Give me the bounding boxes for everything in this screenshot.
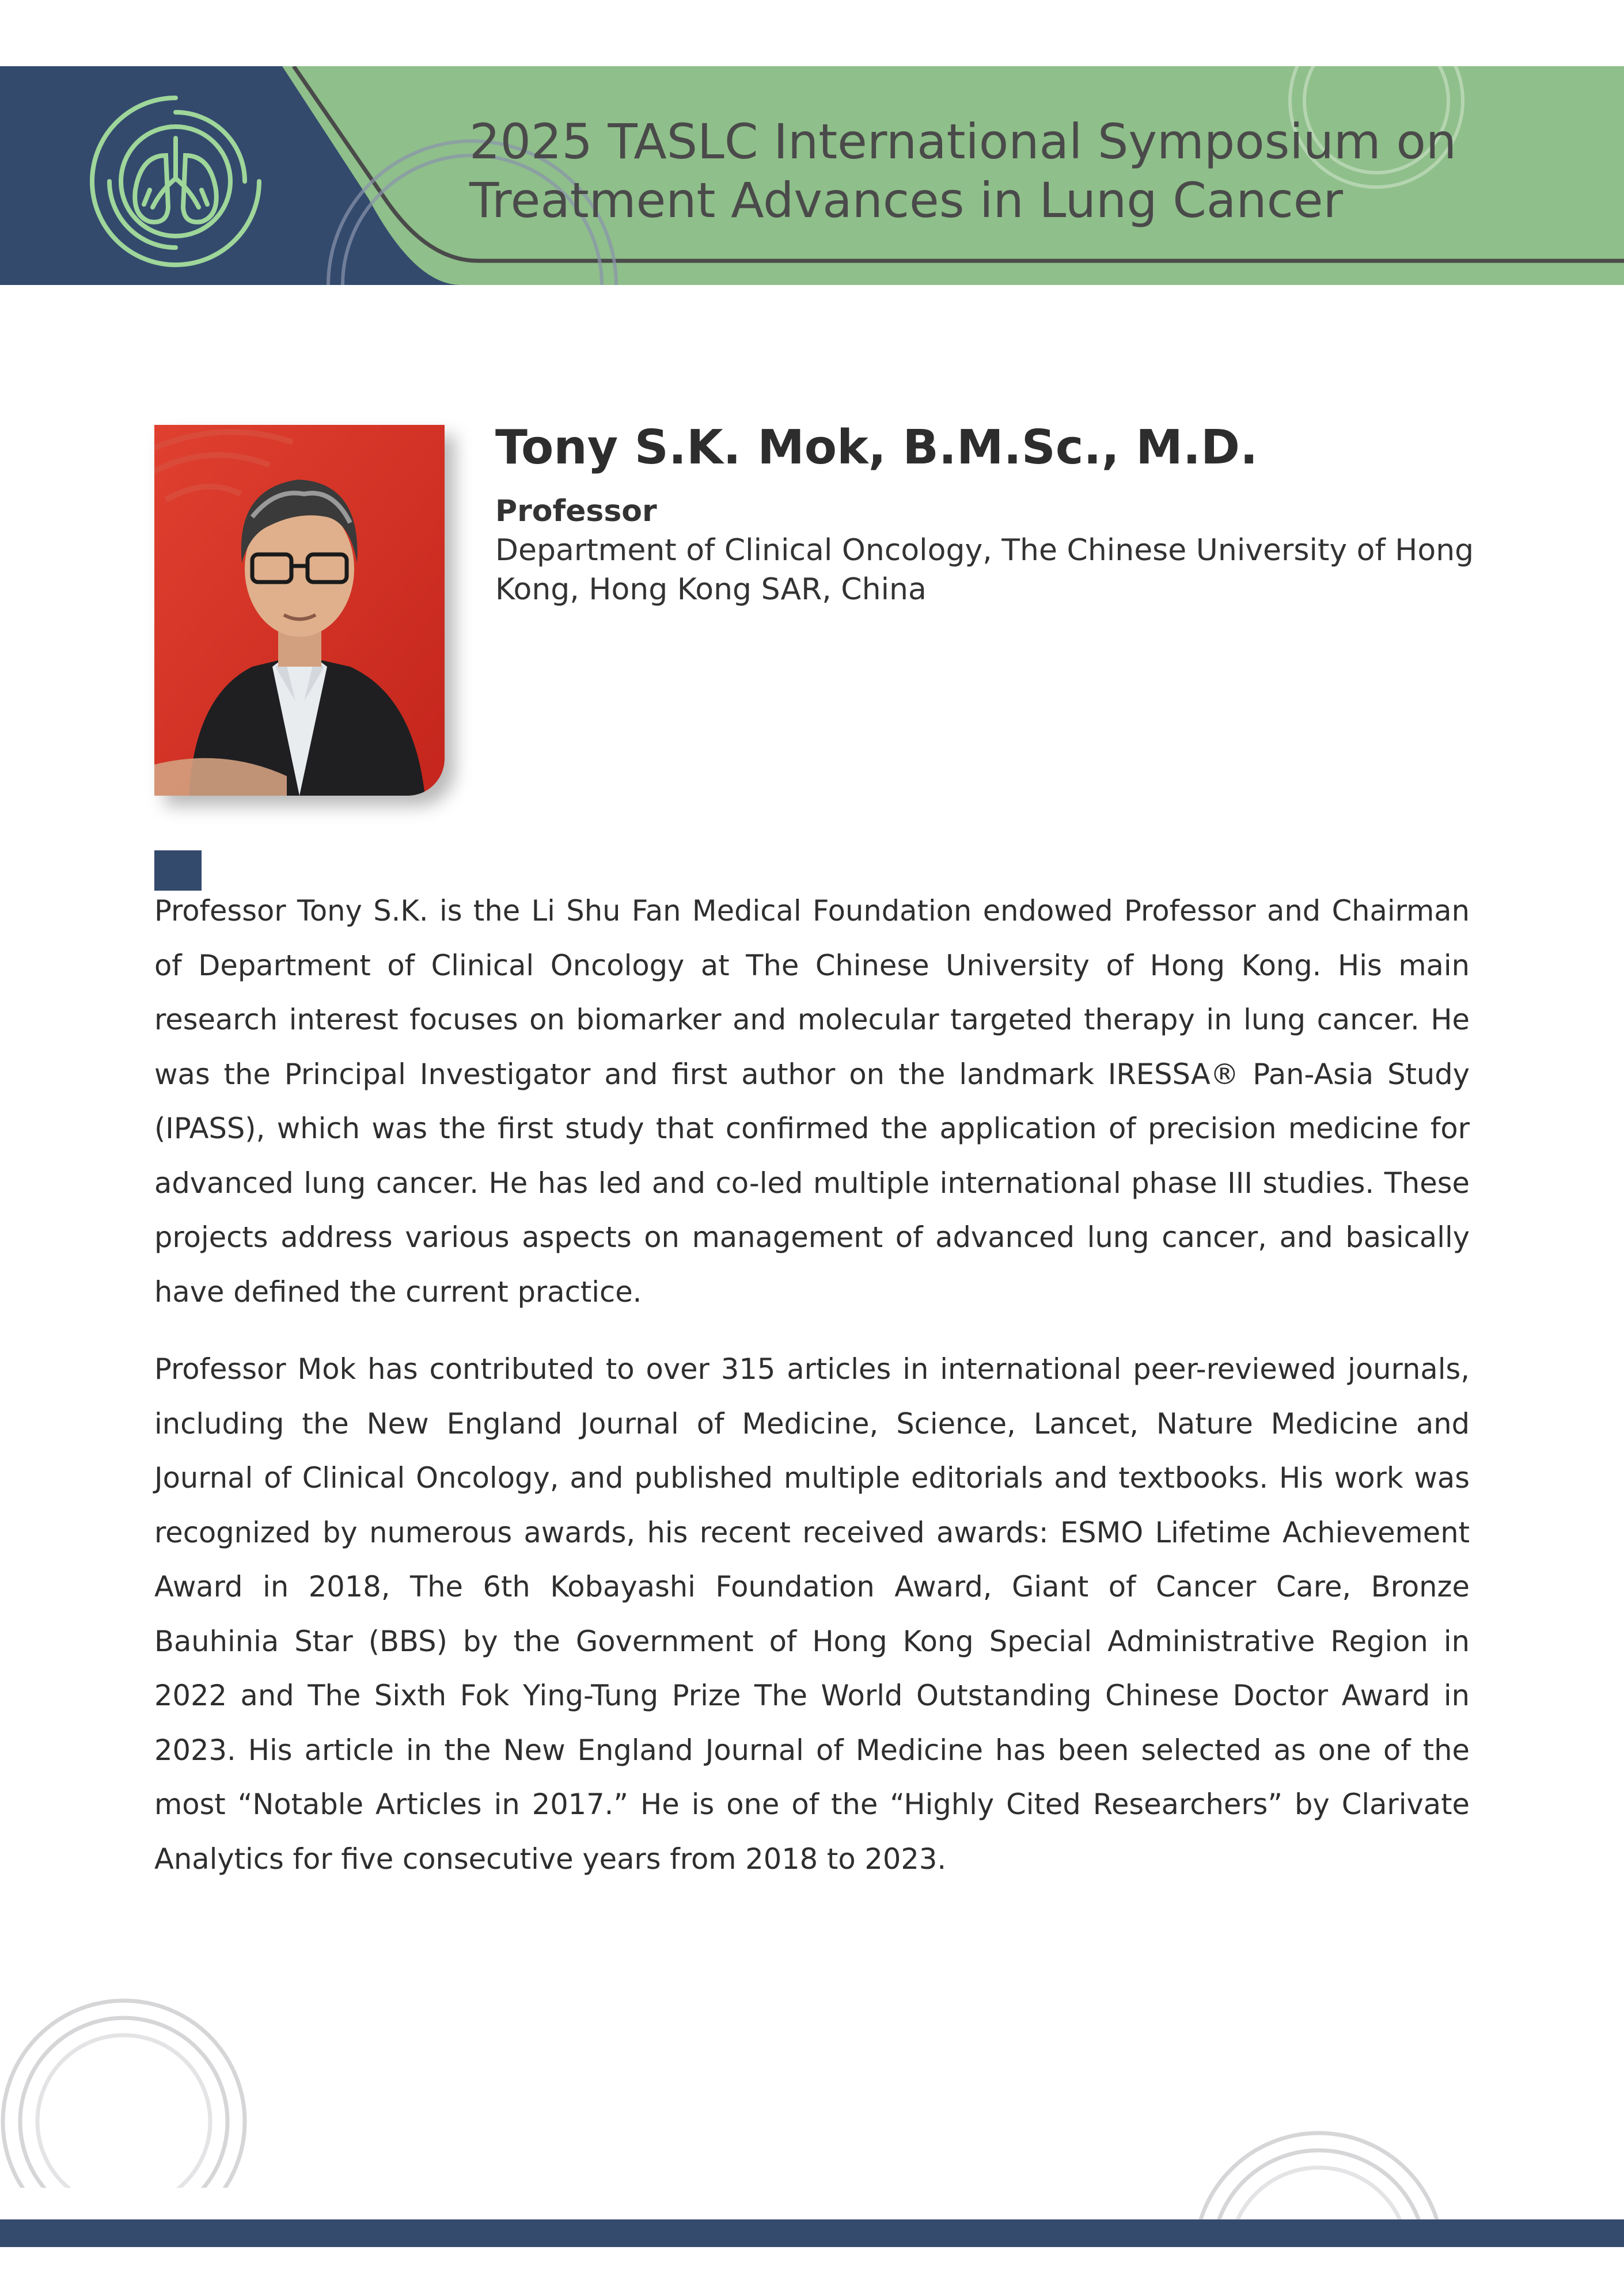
footer-bar [0,2219,1624,2247]
bio-paragraph-1: Professor Tony S.K. is the Li Shu Fan Medical Foundation endowed Professor and Chairman of Department of Clinical Oncology at The Chinese University of Hong Kong. His main research interest focuses on biomarker and molecular targeted therapy in lung cancer. He was the Principal Investigator and first author on the landmark IRESSA® Pan-Asia Study (IPASS), which was the first study that confirmed the application of precision medicine for advanced lung cancer. He has led and co-led multiple international phase III studies. These projects address various aspects on management of advanced lung cancer, and basically have defined the current practice. [154,894,1470,1309]
speaker-affiliation: Department of Clinical Oncology, The Chinese University of Hong Kong, Hong Kong SAR, China [495,533,1474,607]
speaker-portrait [154,425,445,796]
decorative-circles-left [0,1981,276,2188]
speaker-name: Tony S.K. Mok, B.M.Sc., M.D. [495,420,1258,475]
title-line-1: 2025 TASLC International Symposium on [469,113,1457,170]
title-line-2: Treatment Advances in Lung Cancer [469,172,1344,229]
lungs-icon [86,92,265,271]
symposium-title [469,112,1517,230]
speaker-role: Professor [495,494,657,529]
decorative-circles-right [1175,2119,1463,2219]
biography [154,884,1470,1909]
bio-paragraph-2: Professor Mok has contributed to over 315 articles in international peer-reviewed journals, including the New England Journal of Medicine, Science, Lancet, Nature Medicine and Journal of Clinical Oncology, and published multiple editorials and textbooks. His work was recognized by numerous awards, his recent received awards: ESMO Lifetime Achievement Award in 2018, The 6th Kobayashi Foundation Award, Giant of Cancer Care, Bronze Bauhinia Star (BBS) by the Government of Hong Kong Special Administrative Region in 2022 and The Sixth Fok Ying-Tung Prize The World Outstanding Chinese Doctor Award in 2023. His article in the New England Journal of Medicine has been selected as one of the most “Notable Articles in 2017.” He is one of the “Highly Cited Researchers” by Clarivate Analytics for five consecutive years from 2018 to 2023. [154,1352,1470,1876]
